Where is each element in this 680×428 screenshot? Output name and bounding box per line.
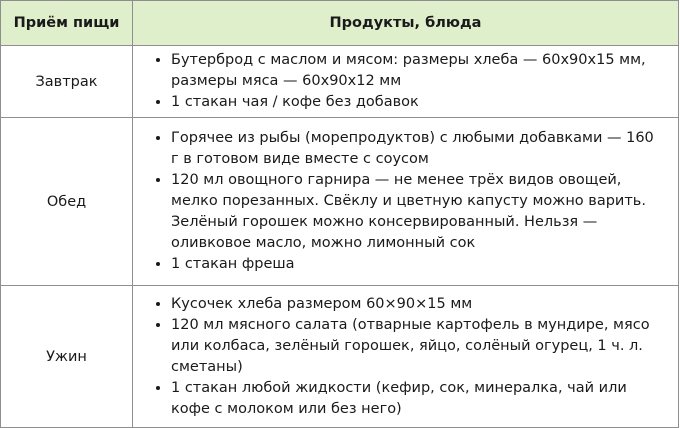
list-item: • Кусочек хлеба размером 60×90×15 мм (171, 294, 664, 315)
list-item: • 1 стакан чая / кофе без добавок (171, 92, 664, 113)
food-list-cell (133, 46, 679, 118)
header-row (1, 1, 679, 46)
table-row-breakfast (1, 46, 679, 118)
header-meal: Приём пищи (1, 1, 133, 46)
meal-name: Ужин (1, 286, 133, 428)
meal-name: Завтрак (1, 46, 133, 118)
list-item: • 1 стакан фреша (171, 254, 664, 275)
list-item: • 120 мл овощного гарнира — не менее трёх видов овощей, мелко порезанных. Свёклу и цветную капусту можно варить. Зелёный горошек можно консервированный. Нельзя — оливковое масло, можно лимонный сок (171, 170, 664, 254)
food-list (133, 50, 678, 113)
table-row-dinner (1, 286, 679, 428)
food-list-cell (133, 286, 679, 428)
meal-name: Обед (1, 118, 133, 286)
header-foods: Продукты, блюда (133, 1, 679, 46)
food-list (133, 128, 678, 275)
table-row-lunch (1, 118, 679, 286)
food-list-cell (133, 118, 679, 286)
food-list (133, 294, 678, 420)
list-item: • 1 стакан любой жидкости (кефир, сок, минералка, чай или кофе с молоком или без него) (171, 378, 664, 420)
list-item: • Бутерброд с маслом и мясом: размеры хлеба — 60х90х15 мм, размеры мяса — 60х90х12 мм (171, 50, 664, 92)
list-item: • 120 мл мясного салата (отварные картофель в мундире, мясо или колбаса, зелёный горошек, яйцо, солёный огурец, 1 ч. л. сметаны) (171, 315, 664, 378)
list-item: • Горячее из рыбы (морепродуктов) с любыми добавками — 160 г в готовом виде вместе с соусом (171, 128, 664, 170)
